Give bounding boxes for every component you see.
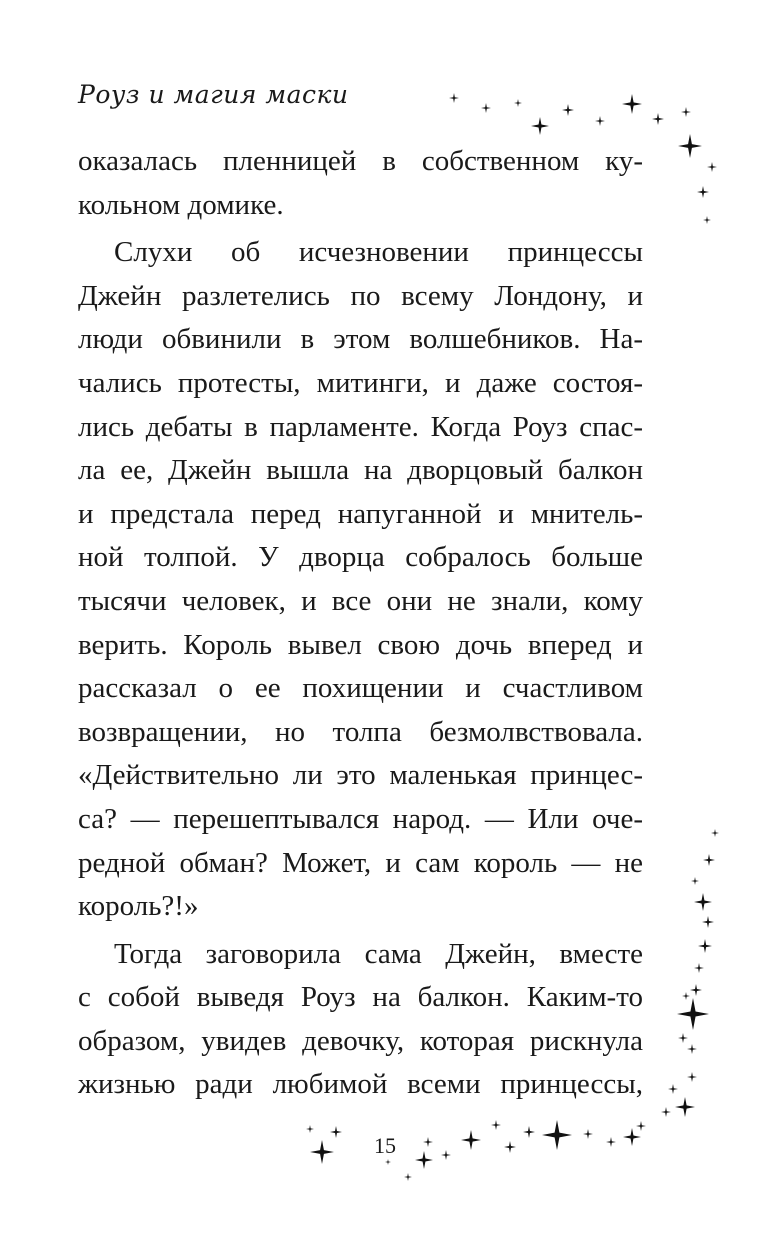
sparkle-star-icon: [690, 984, 702, 996]
text-line: и предстала перед напуганной и мнитель-: [78, 497, 643, 530]
sparkle-star-icon: [652, 113, 664, 125]
paragraph: [78, 933, 643, 1107]
text-line: рассказал о ее похищении и счастливом: [78, 672, 643, 705]
sparkle-star-icon: [681, 107, 691, 117]
text-line: оказалась пленницей в собственном ку-: [78, 145, 643, 177]
text-line: образом, увидев девочку, которая рискнула: [78, 1024, 643, 1057]
sparkle-star-icon: [697, 186, 709, 198]
sparkle-star-icon: [310, 1140, 334, 1164]
paragraph: [78, 231, 643, 929]
sparkle-star-icon: [702, 916, 714, 928]
sparkle-star-icon: [562, 104, 574, 116]
sparkle-star-icon: [687, 1044, 697, 1054]
body-text: [78, 140, 643, 1107]
sparkle-star-icon: [514, 99, 522, 107]
text-line: Джейн разлетелись по всему Лондону, и: [78, 279, 643, 312]
text-line: кольном домике.: [78, 188, 284, 221]
sparkle-star-icon: [504, 1141, 516, 1153]
sparkle-star-icon: [694, 963, 704, 973]
sparkle-star-icon: [606, 1137, 616, 1147]
sparkle-star-icon: [636, 1121, 646, 1131]
text-line: люди обвинили в этом волшебников. На-: [78, 323, 643, 356]
sparkle-star-icon: [385, 1159, 391, 1165]
text-line: Тогда заговорила сама Джейн, вместе: [114, 937, 643, 970]
sparkle-star-icon: [623, 1128, 641, 1146]
running-title: Роуз и магия маски: [78, 80, 349, 109]
sparkle-star-icon: [306, 1125, 314, 1133]
text-line: чались протесты, митинги, и даже состоя-: [78, 366, 643, 399]
sparkle-star-icon: [461, 1130, 481, 1150]
sparkle-star-icon: [415, 1151, 433, 1169]
sparkle-star-icon: [491, 1120, 501, 1130]
text-line: лись дебаты в парламенте. Когда Роуз спас-: [78, 410, 643, 443]
sparkle-star-icon: [678, 134, 702, 158]
sparkle-star-icon: [622, 94, 642, 114]
sparkle-star-icon: [661, 1107, 671, 1117]
sparkle-star-icon: [583, 1129, 593, 1139]
sparkle-star-icon: [523, 1126, 535, 1138]
sparkle-star-icon: [330, 1126, 342, 1138]
sparkle-star-icon: [423, 1137, 433, 1147]
sparkle-star-icon: [668, 1084, 678, 1094]
sparkle-star-icon: [682, 992, 690, 1000]
sparkle-star-icon: [531, 117, 549, 135]
sparkle-star-icon: [687, 1072, 697, 1082]
sparkle-star-icon: [694, 893, 712, 911]
text-line: ной толпой. У дворца собралось больше: [78, 541, 643, 574]
text-line: тысячи человек, и все они не знали, кому: [78, 584, 643, 617]
sparkle-star-icon: [698, 939, 712, 953]
sparkle-star-icon: [595, 116, 605, 126]
sparkle-star-icon: [677, 998, 709, 1030]
sparkle-star-icon: [707, 162, 717, 172]
paragraph: [78, 140, 643, 227]
page-number: 15: [374, 1133, 396, 1158]
sparkle-star-icon: [711, 829, 719, 837]
sparkle-star-icon: [703, 854, 715, 866]
text-line: ла ее, Джейн вышла на дворцовый балкон: [78, 454, 643, 487]
sparkle-star-icon: [691, 877, 699, 885]
sparkle-star-icon: [449, 93, 459, 103]
text-line: король?!»: [78, 890, 199, 923]
text-line: редной обман? Может, и сам король — не: [78, 846, 643, 879]
text-line: Слухи об исчезновении принцессы: [114, 236, 643, 269]
text-line: верить. Король вывел свою дочь вперед и: [78, 628, 643, 661]
text-line: «Действительно ли это маленькая принцес-: [78, 759, 643, 792]
sparkle-star-icon: [404, 1173, 412, 1181]
sparkle-star-icon: [542, 1120, 572, 1150]
text-line: са? — перешептывался народ. — Или оче-: [78, 802, 643, 835]
text-line: жизнью ради любимой всеми принцессы,: [78, 1068, 643, 1101]
sparkle-star-icon: [675, 1097, 695, 1117]
text-line: с собой выведя Роуз на балкон. Каким-то: [78, 981, 643, 1014]
sparkle-star-icon: [703, 216, 711, 224]
sparkle-star-icon: [678, 1033, 688, 1043]
sparkle-star-icon: [481, 103, 491, 113]
text-line: возвращении, но толпа безмолвствовала.: [78, 715, 643, 748]
sparkle-star-icon: [441, 1150, 451, 1160]
